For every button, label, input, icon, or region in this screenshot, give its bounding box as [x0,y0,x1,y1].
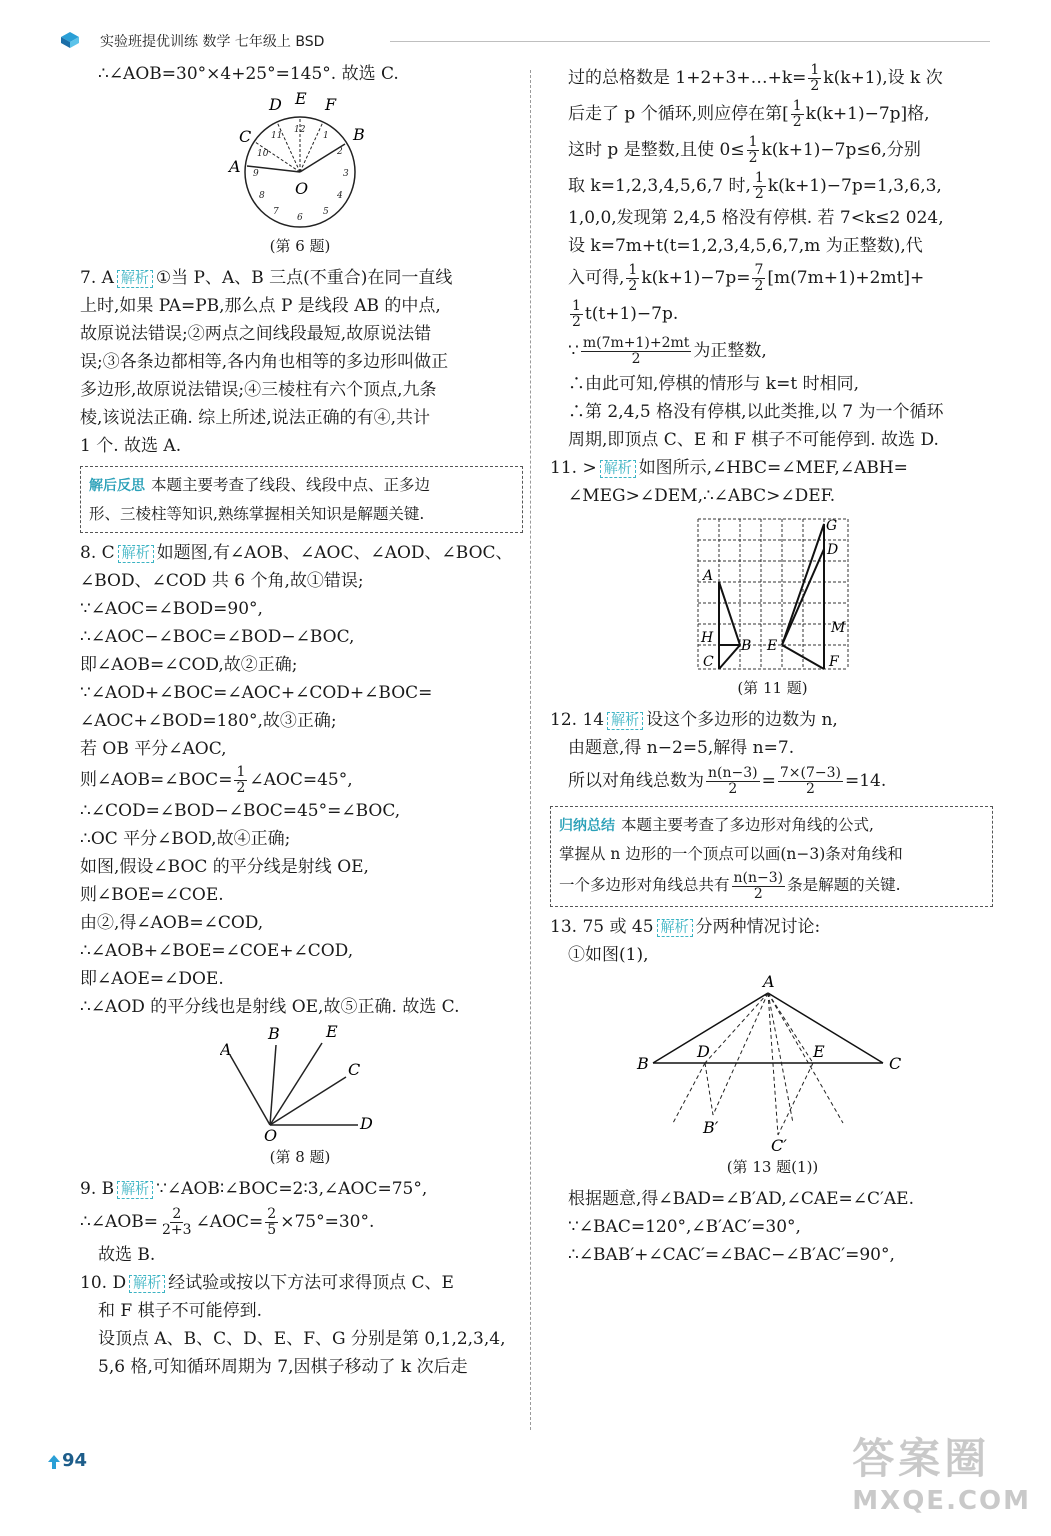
q7-analysis-tag: 解析 [117,270,153,288]
page-number-arrow-icon [48,1455,60,1469]
q10-cont-line: 1,0,0,发现第 2,4,5 格没有停棋. 若 7<k≤2 024, [568,208,944,228]
q13-first-line: 13. 75 或 45 解析 分两种情况讨论: [550,917,821,937]
column-divider [530,70,531,1430]
q13-line: ①如图(1), [568,945,649,965]
q8-line: 如图,假设∠BOC 的平分线是射线 OE, [80,857,369,877]
figure-13-triangle [633,973,913,1153]
fig11-label-B: B [740,638,751,654]
header-rule [390,41,990,42]
fig6-label-O: O [295,179,309,198]
q10-cont-line: 后走了 p 个循环,则应停在第[ $\frac{1}{2}$ k(k+1)−7p]格, [568,98,930,130]
fig11-label-E: E [766,638,777,654]
q9-fraction-line: ∴∠AOB= $\frac{2}{2+3}$ ∠AOC= $\frac{2}{5}$ ×75°=30°. [80,1206,375,1238]
q7-line: 误;③各条边都相等,各内角也相等的多边形叫做正 [80,352,449,372]
page-header [60,28,990,54]
svg-text:7: 7 [273,207,279,217]
fig6-label-D: D [269,95,282,114]
fig11-label-M: M [830,620,845,636]
fig6-label-C: C [239,127,252,146]
svg-text:3: 3 [343,169,349,179]
q7-line: 上时,如果 PA=PB,那么点 P 是线段 AB 的中点, [80,296,441,316]
svg-text:11: 11 [271,131,283,141]
q13-line: 根据题意,得∠BAD=∠B′AD,∠CAE=∠C′AE. [568,1189,914,1209]
q13-line: ∵∠BAC=120°,∠B′AC′=30°, [568,1217,801,1237]
q7-line: 1 个. 故选 A. [80,436,182,456]
fig13-label-B: B [636,1054,649,1073]
svg-text:5: 5 [323,207,329,217]
fig11-label-D: D [826,542,838,558]
q8-line: 则∠BOE=∠COE. [80,885,224,905]
fig13-label-B-prime: B′ [702,1118,718,1137]
q8-first-line: 8. C 解析 如题图,有∠AOB、∠AOC、∠AOD、∠BOC、 [80,543,513,563]
fig8-label-B: B [268,1025,280,1043]
q10-first-line: 10. D 解析 经试验或按以下方法可求得顶点 C、E [80,1273,454,1293]
q8-line: ∠BOD、∠COD 共 6 个角,故①错误; [80,571,364,591]
q10-cont-line: 设 k=7m+t(t=1,2,3,4,5,6,7,m 为正整数),代 [568,236,923,256]
watermark: 答案圈 MXQE.COM [852,1434,1031,1516]
svg-text:12: 12 [294,125,306,135]
svg-text:10: 10 [257,149,269,159]
fig6-label-F: F [325,95,337,114]
q7-line: 多边形,故原说法错误;④三棱柱有六个顶点,九条 [80,380,437,400]
figure-11-caption: (第 11 题) [737,679,808,697]
fig8-label-D: D [360,1114,373,1133]
figure-11-grid [693,514,853,674]
q8-line: ∴OC 平分∠BOD,故④正确; [80,829,291,849]
q8-line: ∵∠AOC=∠BOD=90°, [80,599,263,619]
fig11-label-F: F [828,654,839,670]
q7-first-line: 7. A 解析 ①当 P、A、B 三点(不重合)在同一直线 [80,268,453,288]
q10-cont-line: $\frac{1}{2}$ t(t+1)−7p. [572,298,679,330]
q8-analysis-tag: 解析 [118,545,154,563]
svg-text:2: 2 [337,147,343,157]
fig11-label-A: A [702,568,713,584]
left-column [80,60,520,1381]
q12-first-line: 12. 14 解析 设这个多边形的边数为 n, [550,710,838,730]
q10-line: 5,6 格,可知循环周期为 7,因棋子移动了 k 次后走 [98,1357,468,1377]
q12-fraction-line: 所以对角线总数为 $\frac{n(n-3)}{2}$ = $\frac{7\times(7-3)}{2}$ =14. [568,765,887,797]
q9-conclusion: 故选 B. [98,1245,156,1265]
q10-cont-line: ∴第 2,4,5 格没有停棋,以此类推,以 7 为一个循环 [568,402,944,422]
q7-reflection-box: 解后反思 本题主要考查了线段、线段中点、正多边 形、三棱柱等知识,熟练掌握相关知识是解题关键. [80,466,523,533]
q8-line: ∵∠AOD+∠BOC=∠AOC+∠COD+∠BOC= [80,683,433,703]
fig11-label-G: G [825,518,837,534]
reflection-label: 解后反思 [89,478,145,494]
figure-6-clock [225,92,375,232]
q11-first-line: 11. > 解析 如图所示,∠HBC=∠MEF,∠ABH= [550,458,908,478]
q10-analysis-tag: 解析 [129,1275,165,1293]
q13-analysis-tag: 解析 [657,919,693,937]
page-number: 94 [62,1450,88,1471]
q10-cont-line: 取 k=1,2,3,4,5,6,7 时, $\frac{1}{2}$ k(k+1)−7p=1,3,6,3, [568,170,942,202]
q10-cont-line: 这时 p 是整数,且使 0≤ $\frac{1}{2}$ k(k+1)−7p≤6,分别 [568,134,921,166]
q11-analysis-tag: 解析 [600,460,636,478]
fig8-label-E: E [326,1025,338,1041]
fig13-label-E: E [812,1042,825,1061]
q6-conclusion: ∴∠AOB=30°×4+25°=145°. 故选 C. [98,64,399,84]
q8-line: ∴∠AOD 的平分线也是射线 OE,故⑤正确. 故选 C. [80,997,460,1017]
q10-cont-line: 过的总格数是 1+2+3+…+k= $\frac{1}{2}$ k(k+1),设 k 次 [568,62,943,94]
q8-fraction-line: 则∠AOB=∠BOC= $\frac{1}{2}$ ∠AOC=45°, [80,764,353,796]
q7-line: 棱,该说法正确. 综上所述,说法正确的有④,共计 [80,408,431,428]
q8-line: ∴∠AOC−∠BOC=∠BOD−∠BOC, [80,627,355,647]
q12-line: 由题意,得 n−2=5,解得 n=7. [568,738,795,758]
q13-line: ∴∠BAB′+∠CAC′=∠BAC−∠B′AC′=90°, [568,1245,895,1265]
q8-line: 即∠AOB=∠COD,故②正确; [80,655,298,675]
q8-line: ∴∠COD=∠BOD−∠BOC=45°=∠BOC, [80,801,401,821]
q8-line: ∠AOC+∠BOD=180°,故③正确; [80,711,337,731]
figure-13-caption: (第 13 题(1)) [726,1158,819,1176]
q8-line: ∴∠AOB+∠BOE=∠COE+∠COD, [80,941,354,961]
svg-text:1: 1 [323,131,329,141]
fig13-label-C: C [888,1054,901,1073]
fig6-label-B: B [353,125,365,144]
right-column [550,60,995,1269]
figure-8-caption: (第 8 题) [269,1148,331,1166]
fig11-label-H: H [700,630,713,646]
q11-line: ∠MEG>∠DEM,∴∠ABC>∠DEF. [568,486,836,506]
fig8-label-C: C [348,1060,361,1079]
fig8-label-A: A [220,1040,232,1059]
q10-cont-line: 周期,即顶点 C、E 和 F 棋子不可能停到. 故选 D. [568,430,939,450]
q10-cont-line: ∵ $\frac{m(7m+1)+2mt}{2}$ 为正整数, [568,335,767,367]
book-title: 实验班提优训练 数学 七年级上 BSD [100,34,325,50]
q10-line: 设顶点 A、B、C、D、E、F、G 分别是第 0,1,2,3,4, [98,1329,506,1349]
q12-analysis-tag: 解析 [607,712,643,730]
book-logo-icon [60,30,80,50]
q8-line: 由②,得∠AOB=∠COD, [80,913,264,933]
q10-line: 和 F 棋子不可能停到. [98,1301,263,1321]
q10-cont-line: ∴由此可知,停棋的情形与 k=t 时相同, [568,374,859,394]
fig6-label-A: A [229,157,241,176]
q9-analysis-tag: 解析 [117,1181,153,1199]
figure-6-caption: (第 6 题) [269,237,331,255]
figure-8-rays [220,1025,380,1143]
fig11-label-C: C [702,654,714,670]
fig13-label-D: D [696,1042,710,1061]
q7-line: 故原说法错误;②两点之间线段最短,故原说法错 [80,324,432,344]
summary-label: 归纳总结 [559,818,615,834]
svg-text:6: 6 [297,213,303,223]
q12-summary-box: 归纳总结 本题主要考查了多边形对角线的公式, 掌握从 n 边形的一个顶点可以画(n−3)条对角线和 一个多边形对角线总共有 $\frac{n(n-3)}{2}$ 条是解题的关键. [550,806,993,907]
fig13-label-A: A [762,973,775,991]
q8-line: 即∠AOE=∠DOE. [80,969,224,989]
fig6-label-E: E [295,92,307,108]
fig13-label-C-prime: C′ [770,1136,787,1153]
q8-line: 若 OB 平分∠AOC, [80,739,227,759]
q9-first-line: 9. B 解析 ∵∠AOB∶∠BOC=2∶3,∠AOC=75°, [80,1179,428,1199]
svg-text:8: 8 [259,191,265,201]
svg-text:4: 4 [337,191,343,201]
fig8-label-O: O [264,1126,278,1143]
svg-text:9: 9 [253,169,259,179]
q10-cont-line: 入可得, $\frac{1}{2}$ k(k+1)−7p= $\frac{7}{2}$ [m(7m+1)+2mt]+ [568,262,925,294]
